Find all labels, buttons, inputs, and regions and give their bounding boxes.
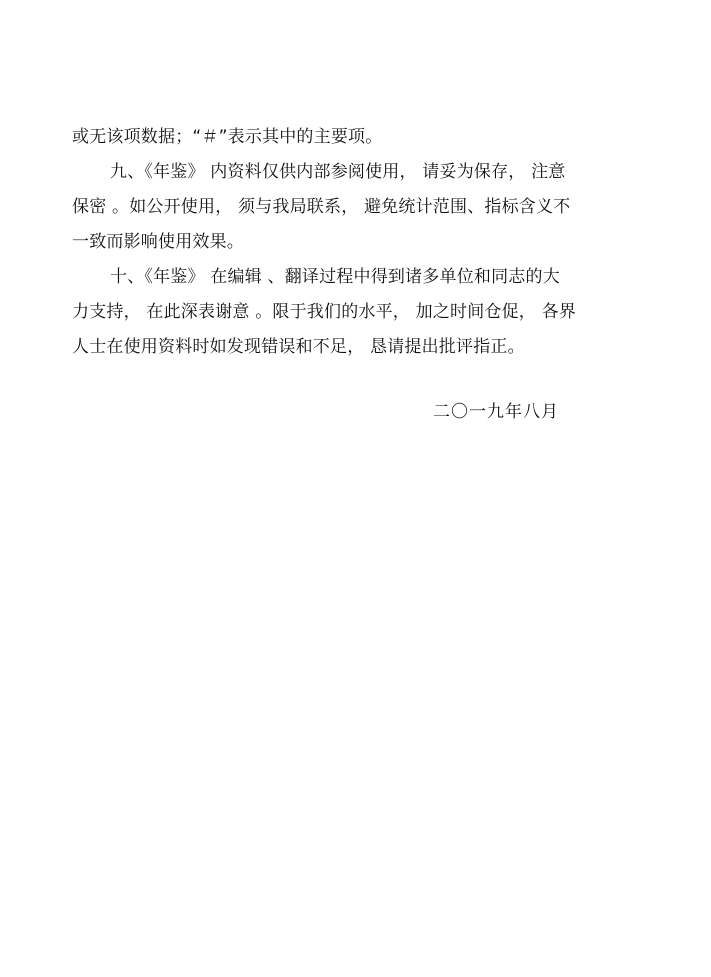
paragraph-ten-line-1: 十、《年鉴》 在编辑 、翻译过程中得到诸多单位和同志的大 <box>110 267 560 287</box>
paragraph-ten-line-2: 力支持， 在此深表谢意 。限于我们的水平， 加之时间仓促， 各界 <box>72 302 577 322</box>
paragraph-nine-line-2: 保密 。如公开使用， 须与我局联系， 避免统计范围、指标含义不 <box>72 197 571 217</box>
paragraph-nine-line-3: 一致而影响使用效果。 <box>72 232 244 252</box>
document-date: 二〇一九年八月 <box>433 402 559 422</box>
paragraph-nine-line-1: 九、《年鉴》 内资料仅供内部参阅使用， 请妥为保存， 注意 <box>110 162 566 182</box>
paragraph-line-continuation: 或无该项数据；“＃”表示其中的主要项。 <box>72 127 383 147</box>
paragraph-ten-line-3: 人士在使用资料时如发现错误和不足， 恳请提出批评指正。 <box>72 337 525 357</box>
document-body <box>72 120 607 365</box>
